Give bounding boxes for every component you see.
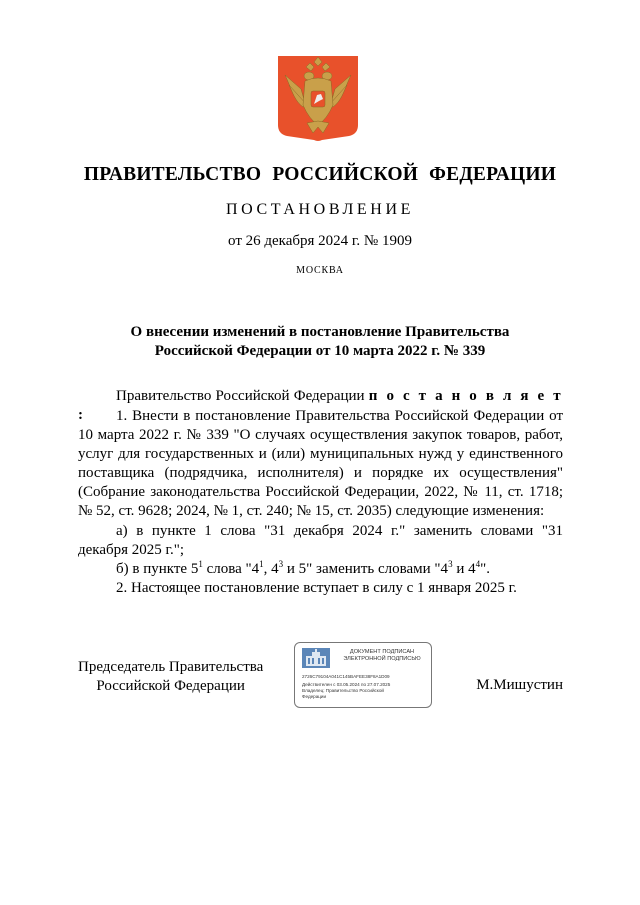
document-subject	[0, 323, 640, 361]
item-1: 1. Внести в постановление Правительства Российской Федерации от 10 марта 2022 г. № 339 "О случаях осуществления закупок товаров, работ, услуг для государственных и (или) муниципальных нужд у единственного поставщика (подрядчика, исполнителя) и порядке их осуществления" (Собрание законодательства Российской Федерации, 2022, № 11, ст. 1718; № 52, ст. 9628; 2024, № 1, ст. 240; № 15, ст. 2035) следующие изменения:	[78, 408, 563, 520]
document-type: ПОСТАНОВЛЕНИЕ	[226, 201, 414, 218]
subject-line-2: Российской Федерации от 10 марта 2022 г. № 339	[154, 343, 486, 359]
signatory-name: М.Мишустин	[476, 677, 563, 693]
item-a: а) в пункте 1 слова "31 декабря 2024 г." заменить словами "31 декабря 2025 г.";	[78, 522, 563, 558]
stamp-owner-1: Владелец: Правительство Российской	[302, 688, 384, 693]
stamp-title: ДОКУМЕНТ ПОДПИСАН ЭЛЕКТРОННОЙ ПОДПИСЬЮ	[343, 649, 421, 662]
city: МОСКВА	[296, 265, 344, 276]
building-icon	[302, 648, 330, 668]
stamp-certificate: 2726C79104A041C145BAFEE38F8A1D09	[302, 674, 390, 679]
stamp-owner-2: Федерации	[302, 694, 327, 699]
body-paragraphs	[78, 407, 563, 598]
intro-action: п о с т а н о в л я е т :	[78, 388, 563, 424]
coat-of-arms-icon	[277, 55, 359, 143]
intro-text: Правительство Российской Федерации	[116, 388, 365, 404]
signatory-position: Председатель Правительства Российской Федерации	[78, 659, 264, 694]
stamp-validity: Действителен с 03.05.2024 по 27.07.2025	[302, 682, 391, 687]
government-title: ПРАВИТЕЛЬСТВО РОССИЙСКОЙ ФЕДЕРАЦИИ	[83, 164, 557, 185]
item-b: б) в пункте $5^1$ слова "$4^1$, $4^3$ и 5" заменить словами "$4^3$ и $4^4$".	[116, 558, 490, 577]
document-date-number: от 26 декабря 2024 г. № 1909	[228, 233, 412, 249]
electronic-signature-stamp	[294, 642, 432, 708]
subject-line-1: О внесении изменений в постановление Правительства	[130, 324, 510, 340]
item-2: 2. Настоящее постановление вступает в силу с 1 января 2025 г.	[116, 579, 517, 596]
